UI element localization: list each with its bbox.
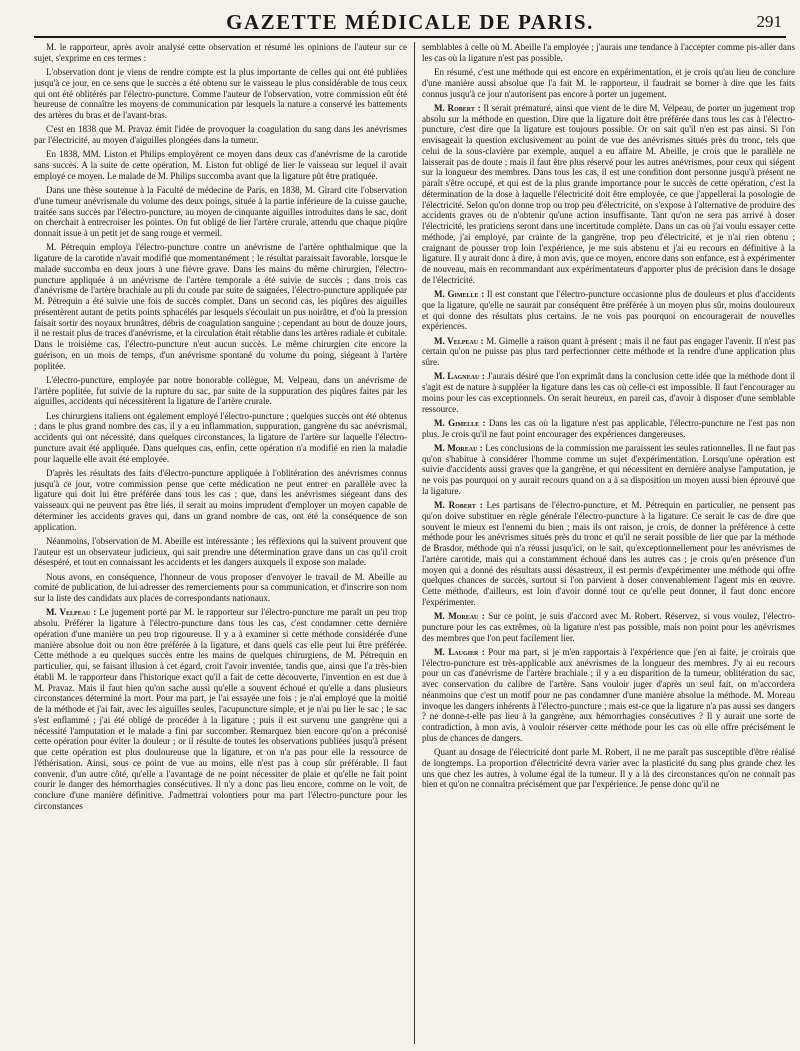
speaker-name: M. Laugier : <box>434 646 485 657</box>
paragraph-text: Les conclusions de la commission me paraissent les seules rationnelles. Il ne faut pas qu'on s'habitue à considérer l'homme comme un sujet d'expérimentation. Lorsqu'une opération est suivie d'accidents aussi graves que la gangrène, et qui nécessitent en dernière analyse l'amputation, je ne vois pas pourquoi on y aurait recours quand on a à sa disposition un moyen aussi bien éprouvé que la ligature. <box>422 442 795 496</box>
paragraph <box>34 411 407 465</box>
paragraph <box>422 418 795 440</box>
paragraph <box>34 149 407 181</box>
paragraph <box>34 572 407 604</box>
paragraph <box>34 242 407 371</box>
paragraph <box>34 124 407 146</box>
paragraph <box>34 468 407 533</box>
paragraph-text: C'est en 1838 que M. Pravaz émit l'idée de provoquer la coagulation du sang dans les anévrismes par l'électricité, au moyen d'aiguilles plongées dans la tumeur. <box>34 124 407 145</box>
paragraph-text: Néanmoins, l'observation de M. Abeille est intéressante ; les réflexions qui la suivent prouvent que l'auteur est un observateur judicieux, qui sait prendre une détermination grave dans un cas qu'il croit désespéré, et tout en connaissant les accidents et les dangers auxquels il expose son malade. <box>34 535 407 568</box>
paragraph-text: M. Gimelle a raison quant à présent ; mais il ne faut pas engager l'avenir. Il n'est pas certain qu'on ne puisse pas plus tard perfectionner cette méthode et la rendre d'une application plus sûre. <box>422 335 795 367</box>
paragraph-text: Dans une thèse soutenue à la Faculté de médecine de Paris, en 1838, M. Girard cite l'observation d'une tumeur anévrismale du volume des deux poings, située à la partie inférieure de la cuisse gauche, traitée sans succès par l'électro-puncture, au moyen de cinquante aiguilles introduites dans le sac, dont on cherchait à entrecroiser les pointes. On fut obligé de lier l'artère crurale, attendu que chaque piqûre donnait issue à un petit jet de sang rouge et vermeil. <box>34 185 407 238</box>
paragraph-text: M. Pétrequin employa l'électro-puncture contre un anévrisme de l'artère ophthalmique que la ligature de la carotide n'avait modifié que momentanément ; le résultat paraissait favorable, lorsque le malade succomba en deux jours à une fièvre grave. Dans les mains du même chirurgien, l'électro-puncture appliquée à un anévrisme de l'artère temporale a été suivie de succès ; dans trois cas d'anévrisme de l'artère brachiale au pli du coude par suite de saignées, l'électro-puncture appliquée par M. Pétrequin a été suivie une fois de succès complet. Dans un second cas, les piqûres des aiguilles présentèrent autant de petits points sphacélés par lesquels s'écoulait un pus noirâtre, et d'où la pression faisait sortir des noyaux brunâtres, débris de coagulation sanguine ; cependant au bout de douze jours, il ne restait plus de traces d'anévrisme, et la circulation était rétablie dans les artères radiale et cubitale. Dans le troisième cas, l'électro-puncture n'eut aucun succès. Le même chirurgien cite encore la guérison, en un mois de temps, d'un anévrisme spontané du volume du poing, siégeant à l'artère poplitée. <box>34 242 407 371</box>
journal-title: GAZETTE MÉDICALE DE PARIS. <box>226 10 594 34</box>
paragraph <box>422 747 795 790</box>
speaker-name: M. Moreau : <box>434 442 483 453</box>
left-column <box>34 42 407 1044</box>
paragraph <box>422 611 795 643</box>
column-divider <box>414 42 415 1044</box>
paragraph-text: L'observation dont je viens de rendre compte est la plus importante de celles qui ont été publiées jusqu'à ce jour, en ce sens que le succès a été obtenu sur le vaisseau le plus considérable de tous ceux qui ont été oblitérés par l'électro-puncture. Comme l'auteur de l'observation, votre commission eût été heureuse de connaître les moyens de communication par lesquels la nature a conservé les battements des artères du bras et de l'avant-bras. <box>34 67 407 120</box>
paragraph-text: Dans les cas où la ligature n'est pas applicable, l'électro-puncture ne l'est pas non plus. Je crois qu'il ne faut point encourager des expériences dangereuses. <box>422 417 795 439</box>
speaker-name: M. Robert : <box>434 102 481 113</box>
paragraph-text: semblables à celle où M. Abeille l'a employée ; j'aurais une tendance à l'accepter comme pis-aller dans les cas où la ligature n'est pas possible. <box>422 42 795 63</box>
paragraph <box>422 67 795 99</box>
paragraph <box>34 67 407 121</box>
speaker-name: M. Gimelle : <box>434 289 485 299</box>
page-number: 291 <box>756 12 782 31</box>
speaker-name: M. Velpeau : <box>46 607 97 618</box>
paragraph <box>422 289 795 332</box>
paragraph-text: Sur ce point, je suis d'accord avec M. Robert. Réservez, si vous voulez, l'électro-puncture pour les cas extrêmes, où la ligature n'est pas possible, mais non point pour les anévrismes des membres que l'on peut facilement lier. <box>422 611 795 643</box>
paragraph-text: En 1838, MM. Liston et Philips employèrent ce moyen dans deux cas d'anévrisme de la carotide sans succès. A la suite de cette opération, M. Liston fut obligé de lier le vaisseau sur lequel il avait employé ce moyen. Le malade de M. Philips succomba avant que la ligature pût être pratiquée. <box>34 149 407 181</box>
paragraph <box>34 536 407 568</box>
speaker-name: M. Robert : <box>434 500 483 510</box>
paragraph-text: Les chirurgiens italiens ont également employé l'électro-puncture ; quelques succès ont été obtenus ; dans le plus grand nombre des cas, il y a eu inflammation, suppuration, gangrène du sac anévrismal, accidents qui ont nécessité, dans quelques circonstances, la ligature de l'artère sur laquelle l'électro-puncture avait été appliquée. Dans quelques cas, enfin, cette opération n'a modifié en rien la maladie pour laquelle elle avait été employée. <box>34 410 407 464</box>
paragraph-text: Nous avons, en conséquence, l'honneur de vous proposer d'envoyer le travail de M. Abeille au comité de publication, de lui adresser des remerciements pour sa communication, et d'inscrire son nom sur la liste des candidats aux places de correspondants nationaux. <box>34 571 407 603</box>
paragraph <box>422 443 795 497</box>
paragraph <box>422 336 795 368</box>
paragraph <box>34 607 407 811</box>
paragraph <box>34 375 407 407</box>
paragraph-text: Il est constant que l'électro-puncture occasionne plus de douleurs et plus d'accidents que la ligature, qu'elle ne saurait par conséquent être préférée à un moyen plus sûr, moins douloureux et qui donne des résultats plus certains. Je ne vois pas pourquoi on encouragerait de nouvelles expériences. <box>422 289 795 332</box>
paragraph-text: J'aurais désiré que l'on exprimât dans la conclusion cette idée que la méthode dont il s'agit est de nature à suppléer la ligature dans les cas où celle-ci est impossible. Il faut l'encourager au moins pour les cas exceptionnels. On serait heureux, en pareil cas, d'avoir à disposer d'une semblable ressource. <box>422 371 795 414</box>
speaker-name: M. Lagneau : <box>434 371 485 382</box>
paragraph-text: Il serait prématuré, ainsi que vient de le dire M. Velpeau, de porter un jugement trop absolu sur la méthode en question. Dire que la ligature doit être préférée dans tous les cas à l'électro-puncture, c'est dire que la ligature est toujours possible. Or on sait qu'il n'en est pas ainsi. Si l'on envisageait la question exclusivement au point de vue des anévrismes situés près du tronc, tels que celui de la sous-clavière par exemple, auquel a eu affaire M. Abeille, je crois que le parallèle ne laisserait pas de doute ; mais il faut être plus réservé pour les autres anévrismes, pour ceux qui siégent sur la longueur des membres. Dans tous les cas, il est une condition dont personne jusqu'à présent ne paraît s'être occupé, et qui est de la plus grande importance pour le succès de cette opération, c'est la détermination de la dose à laquelle l'électricité doit être employée, ce que j'appellerai la posologie de l'électricité. Selon qu'on donne trop ou trop peu d'électricité, on s'expose à l'alternative de produire des accidents graves ou de n'obtenir qu'une action insuffisante. Tant qu'on ne sera pas arrivé à doser l'électricité, les praticiens seront dans une incertitude complète. Dans un cas où j'ai voulu essayer cette méthode, j'ai employé, par crainte de la gangrène, trop peu d'électricité, et je n'ai rien obtenu ; craignant de pousser trop loin l'expérience, je me suis abstenu et j'ai eu recours en définitive à la ligature. Il y aurait donc à dire, à mon avis, que ce moyen, encore dans son enfance, est à expérimenter de nouveau, mais en recommandant aux expérimentateurs d'apporter plus de précision dans le dosage de l'électricité. <box>422 102 795 285</box>
page-header <box>34 10 786 38</box>
paragraph-text: Pour ma part, si je m'en rapportais à l'expérience que j'en ai faite, je croirais que l'électro-puncture est très-applicable aux anévrismes de la longueur des membres. J'y ai eu recours pour un cas d'anévrisme de l'artère brachiale ; il y a eu disparition de la tumeur, oblitération du sac, avec conservation du calibre de l'artère. Sans vouloir juger d'après un seul fait, on m'accordera néanmoins que c'est un motif pour ne pas condamner d'une manière absolue la méthode. M. Moreau invoque les dangers inhérents à l'électro-puncture ; mais est-ce que la ligature n'a pas aussi ses dangers ? ne donne-t-elle pas lieu à la gangrène, aux hémorrhagies consécutives ? Il y aurait une sorte de contradiction, à mon avis, à vouloir réserver cette méthode pour les cas où elle offre précisément le plus de chances de dangers. <box>422 646 795 743</box>
paragraph-text: Quant au dosage de l'électricité dont parle M. Robert, il ne me paraît pas susceptible d'être réalisé de longtemps. La proportion d'électricité devra varier avec la plasticité du sang plus grande chez les uns que chez les autres, à volume égal de la tumeur. Il y a là des circonstances qu'on ne connaît pas bien et qu'on ne connaîtra précisément que par l'expérience. Je pense donc qu'il ne <box>422 747 795 790</box>
speaker-name: M. Gimelle : <box>434 417 486 428</box>
paragraph <box>422 500 795 608</box>
paragraph <box>34 185 407 239</box>
paragraph <box>422 103 795 286</box>
paragraph-text: L'électro-puncture, employée par notre honorable collègue, M. Velpeau, dans un anévrisme de l'artère poplitée, fut suivie de la rupture du sac, par suite de la suppuration des piqûres faites par les aiguilles, accidents qui nécessitèrent la ligature de l'artère crurale. <box>34 374 407 407</box>
paragraph <box>422 371 795 414</box>
paragraph-text: Les partisans de l'électro-puncture, et M. Pétrequin en particulier, ne pensent pas qu'on doive substituer en règle générale l'électro-puncture à la ligature. Ce serait le cas de dire que souvent le mieux est l'ennemi du bien ; mais ils ont raison, je crois, de donner la préférence à cette méthode pour les anévrismes situés près du tronc et qu'il ne serait possible de lier que par la méthode de Brasdor, méthode qui n'a réussi jusqu'ici, on le sait, qu'exceptionnellement pour les anévrismes de l'artère carotide, mais qui a constamment échoué dans les autres cas ; je crois qu'en présence d'un moyen qui a donné des résultats aussi désastreux, il est permis d'expérimenter une méthode qui offre quelques chances de succès, surtout si l'on parvient à doser convenablement l'agent mis en œuvre. Cette méthode, d'ailleurs, est loin d'avoir donné tout ce qu'elle peut donner, il faut donc encore l'expérimenter. <box>422 500 795 607</box>
paragraph-text: En résumé, c'est une méthode qui est encore en expérimentation, et je crois qu'au lieu de conclure d'une manière aussi absolue que l'a fait M. le rapporteur, il faudrait se borner à dire que les faits connus jusqu'à ce jour n'autorisent pas encore à porter un jugement. <box>422 67 795 99</box>
paragraph-text: M. le rapporteur, après avoir analysé cette observation et résumé les opinions de l'auteur sur ce sujet, s'exprime en ces termes : <box>34 42 407 63</box>
speaker-name: M. Moreau : <box>434 611 485 621</box>
speaker-name: M. Velpeau : <box>434 335 484 346</box>
paragraph-text: Le jugement porté par M. le rapporteur sur l'électro-puncture me paraît un peu trop absolu. Préférer la ligature à l'électro-puncture dans tous les cas, c'est condamner cette dernière opération d'une manière un peu trop rigoureuse. Il y a à examiner si cette méthode considérée d'une manière absolue doit ou non être préférée à la ligature, et dans quels cas elle peut lui être préférée. Cette méthode a eu quelques succès entre les mains de quelques chirurgiens, de M. Pétrequin en particulier, qui, se faisant illusion à cet égard, croit l'avoir inventée, tandis que, ainsi que l'a très-bien établi M. le rapporteur dans l'historique exact qu'il a fait de cette découverte, l'invention en est due à M. Pravaz. Mais il faut bien qu'on sache aussi qu'elle a souvent échoué et qu'elle a dans plusieurs circonstances déterminé la mort. Pour ma part, je l'ai essayée une fois ; je n'ai employé que la moitié de la méthode et j'ai fait, avec les aiguilles seules, l'acupuncture simple, et je n'ai pu lier le sac ; le sac s'est enflammé ; j'ai été obligé de procéder à la ligature ; puis il est survenu une gangrène qui a nécessité l'amputation et le malade a fini par succomber. Remarquez bien encore qu'on a préconisé cette opération pour éviter la douleur ; or il résulte de toutes les observations publiées jusqu'à présent que cette opération est plus douloureuse que la ligature, et on n'a pas pour elle la ressource de l'éthérisation. Ainsi, sous ce point de vue au moins, elle n'est pas à coup sûr préférable. Il faut convenir, d'un autre côté, qu'elle a l'avantage de ne point nécessiter de plaie et qu'elle ne fait point courir le danger des hémorrhagies consécutives. Il n'y a donc pas lieu encore, comme on le voit, de conclure d'une manière définitive. J'admettrai volontiers pour ma part l'électro-puncture pour les circonstances <box>34 607 407 811</box>
paragraph <box>422 42 795 64</box>
paragraph <box>422 647 795 744</box>
paragraph-text: D'après les résultats des faits d'électro-puncture appliquée à l'oblitération des anévrismes connus jusqu'à ce jour, votre commission pense que cette médication ne peut entrer en parallèle avec la ligature qui doit lui être préférée dans tous les cas ; que, dans les anévrismes siégeant dans des vaisseaux qui ne peuvent pas être liés, il serait au moins imprudent d'employer un moyen capable de déterminer les accidents graves qui, dans un grand nombre de cas, ont été la conséquence de son application. <box>34 467 407 532</box>
paragraph <box>34 42 407 64</box>
right-column <box>422 42 795 1044</box>
